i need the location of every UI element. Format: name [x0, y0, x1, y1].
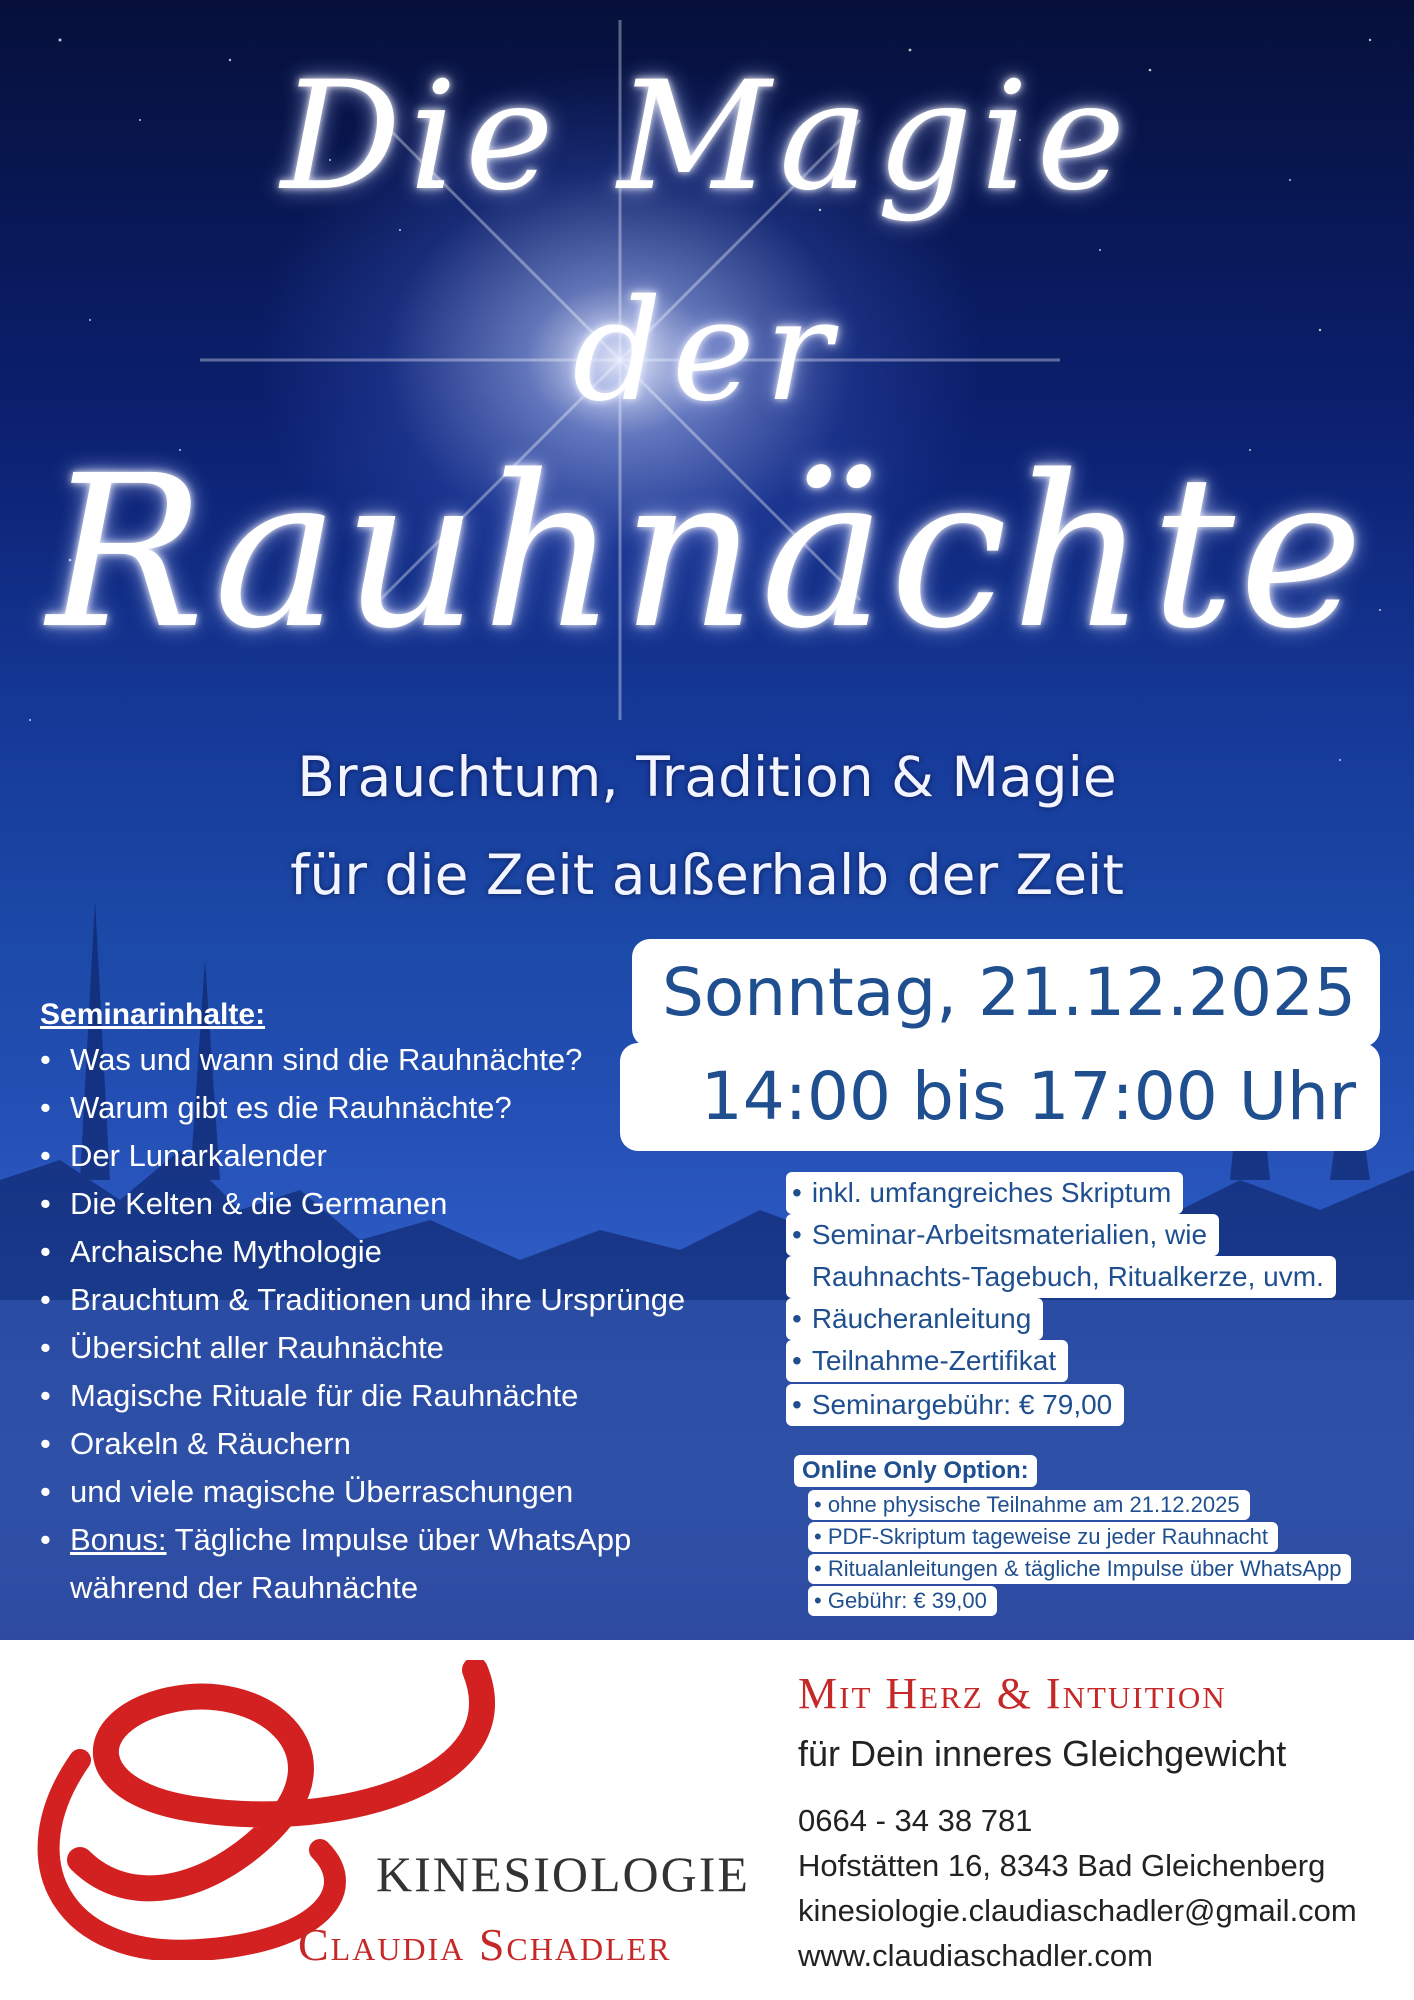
included-item: • Seminargebühr: € 79,00 — [786, 1384, 1124, 1426]
list-item: • Was und wann sind die Rauhnächte? — [40, 1036, 685, 1084]
list-item: • Der Lunarkalender — [40, 1132, 685, 1180]
ampersand-logo-icon — [20, 1660, 500, 1960]
brand-name: KINESIOLOGIE — [376, 1846, 750, 1902]
contact-email[interactable]: kinesiologie.claudiaschadler@gmail.com — [798, 1893, 1357, 1928]
list-item: • Warum gibt es die Rauhnächte? — [40, 1084, 685, 1132]
included-item: • Seminar-Arbeitsmaterialien, wie — [786, 1214, 1219, 1256]
brand-owner: Claudia Schadler — [298, 1919, 672, 1970]
footer-slogan: Mit Herz & Intuition — [798, 1669, 1227, 1718]
bonus-text: Tägliche Impulse über WhatsApp — [166, 1522, 632, 1557]
title-line-3: Rauhnächte — [46, 430, 1368, 675]
online-text: Gebühr: € 39,00 — [827, 1588, 987, 1613]
included-text: Räucheranleitung — [811, 1303, 1032, 1334]
list-item: • und viele magische Überraschungen — [40, 1468, 685, 1516]
included-text: Seminargebühr: € 79,00 — [811, 1389, 1113, 1420]
list-item-bonus — [40, 1516, 685, 1612]
bonus-text-2: während der Rauhnächte — [70, 1570, 419, 1605]
list-item: • Magische Rituale für die Rauhnächte — [40, 1372, 685, 1420]
online-text: Ritualanleitungen & tägliche Impulse über WhatsApp — [827, 1556, 1342, 1581]
title-line-2: der — [572, 270, 842, 433]
online-item: • PDF-Skriptum tageweise zu jeder Rauhnacht — [808, 1522, 1278, 1552]
contact-phone: 0664 - 34 38 781 — [798, 1803, 1033, 1838]
list-item: • Brauchtum & Traditionen und ihre Ursprünge — [40, 1276, 685, 1324]
subtitle-line-1: Brauchtum, Tradition & Magie — [297, 745, 1117, 809]
included-text: Rauhnachts-Tagebuch, Ritualkerze, uvm. — [811, 1261, 1324, 1292]
seminar-contents-list — [40, 1036, 685, 1612]
included-text: Teilnahme-Zertifikat — [811, 1345, 1057, 1376]
contact-address: Hofstätten 16, 8343 Bad Gleichenberg — [798, 1848, 1326, 1883]
date-time-box: 14:00 bis 17:00 Uhr — [620, 1043, 1380, 1151]
list-item: • Archaische Mythologie — [40, 1228, 685, 1276]
contact-website[interactable]: www.claudiaschadler.com — [798, 1938, 1153, 1973]
subtitle — [0, 728, 1414, 924]
included-text: Seminar-Arbeitsmaterialien, wie — [811, 1219, 1208, 1250]
included-item: • inkl. umfangreiches Skriptum — [786, 1172, 1183, 1214]
bonus-label: Bonus: — [70, 1522, 167, 1557]
list-item: • Übersicht aller Rauhnächte — [40, 1324, 685, 1372]
online-item: • ohne physische Teilnahme am 21.12.2025 — [808, 1490, 1250, 1520]
footer-subline: für Dein inneres Gleichgewicht — [798, 1733, 1287, 1774]
subtitle-line-2: für die Zeit außerhalb der Zeit — [290, 843, 1124, 907]
online-text: PDF-Skriptum tageweise zu jeder Rauhnacht — [827, 1524, 1269, 1549]
included-item — [786, 1256, 1336, 1298]
online-text: ohne physische Teilnahme am 21.12.2025 — [827, 1492, 1240, 1517]
included-item: • Teilnahme-Zertifikat — [786, 1340, 1068, 1382]
included-item: • Räucheranleitung — [786, 1298, 1043, 1340]
included-text: inkl. umfangreiches Skriptum — [811, 1177, 1172, 1208]
online-item: • Ritualanleitungen & tägliche Impulse über WhatsApp — [808, 1554, 1351, 1584]
seminar-contents — [40, 998, 685, 1612]
title-line-1: Die Magie — [280, 50, 1134, 224]
date-day-box: Sonntag, 21.12.2025 — [632, 939, 1380, 1047]
list-item: • Die Kelten & die Germanen — [40, 1180, 685, 1228]
online-option-heading: Online Only Option: — [794, 1455, 1037, 1487]
list-item: • Orakeln & Räuchern — [40, 1420, 685, 1468]
seminar-contents-heading: Seminarinhalte: — [40, 998, 266, 1031]
online-item: • Gebühr: € 39,00 — [808, 1586, 997, 1616]
